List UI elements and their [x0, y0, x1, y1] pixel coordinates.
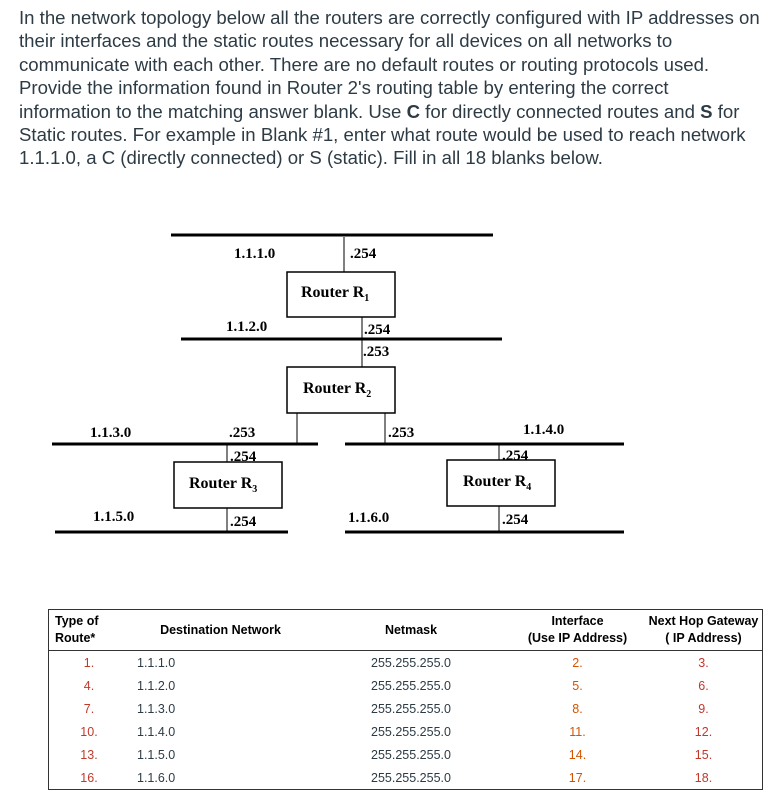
blank-type[interactable]: 13. [49, 743, 130, 766]
destination-cell: 1.1.6.0 [129, 766, 312, 790]
blank-next-hop[interactable]: 18. [645, 766, 763, 790]
blank-interface[interactable]: 14. [568, 747, 587, 762]
table-row [49, 674, 763, 697]
table-header-row [49, 610, 763, 651]
label-net-1-1-3-0: 1.1.3.0 [90, 425, 132, 441]
destination-cell: 1.1.5.0 [137, 747, 176, 762]
blank-type[interactable]: 7. [49, 697, 130, 720]
blank-next-hop[interactable]: 9. [645, 697, 763, 720]
blank-interface[interactable]: 11. [569, 724, 586, 739]
blank-type[interactable]: 10. [49, 720, 130, 743]
question-s-marker: S [700, 100, 713, 122]
iface-r4-bottom: .254 [502, 512, 529, 528]
router-r3 [174, 462, 282, 508]
table-row [49, 697, 763, 720]
blank-interface[interactable]: 17. [510, 766, 645, 790]
table-row [49, 743, 763, 766]
table-row [49, 651, 763, 675]
iface-r4-top: .254 [502, 448, 529, 464]
table-row [49, 766, 763, 790]
svg-text:Router R2: Router $R_2$ [303, 380, 372, 400]
label-net-1-1-2-0: 1.1.2.0 [226, 319, 268, 335]
svg-text:Router R3: Router $R_3$ [189, 475, 258, 495]
destination-cell: 1.1.3.0 [137, 701, 176, 716]
header-destination-network: Destination Network [129, 610, 312, 651]
blank-interface[interactable]: 2. [572, 655, 583, 670]
blank-interface[interactable]: 8. [572, 701, 583, 716]
table-row [49, 720, 763, 743]
blank-type[interactable]: 1. [49, 651, 130, 675]
label-net-1-1-5-0: 1.1.5.0 [93, 509, 135, 525]
iface-r1-top: .254 [350, 246, 377, 262]
svg-text:Router R1: Router $R_1$ [301, 284, 370, 304]
question-part-1: In the network topology below all the routers are correctly configured with IP addresses on their interfaces and the static routes necessary for all devices on all networks to communicate with each other. There are no default routes or routing protocols used. Provide the information found in Router 2's routing table by entering the correct information to the matching answer blank. Use [19, 7, 760, 122]
router-r1 [287, 272, 395, 317]
iface-r3-top: .254 [230, 449, 257, 465]
destination-cell: 1.1.4.0 [137, 724, 176, 739]
header-netmask: Netmask [312, 610, 510, 651]
blank-type[interactable]: 16. [49, 766, 130, 790]
netmask-cell: 255.255.255.0 [312, 766, 510, 790]
netmask-cell: 255.255.255.0 [371, 678, 451, 693]
svg-text:Router R4: Router $R_4$ [463, 473, 532, 493]
netmask-cell: 255.255.255.0 [371, 747, 451, 762]
destination-cell: 1.1.1.0 [137, 655, 176, 670]
iface-r1-bottom: .254 [364, 322, 391, 338]
destination-cell: 1.1.2.0 [137, 678, 176, 693]
label-net-1-1-1-0: 1.1.1.0 [234, 246, 276, 262]
blank-next-hop[interactable]: 3. [645, 651, 763, 675]
netmask-cell: 255.255.255.0 [371, 655, 451, 670]
router-r2 [287, 367, 395, 413]
blank-next-hop[interactable]: 12. [645, 720, 763, 743]
blank-next-hop[interactable]: 6. [645, 674, 763, 697]
question-part-3: for Static routes. For example in Blank #1, enter what route would be used to reach network 1.1.1.0, a C (directly connected) or S (static). Fill in all 18 blanks below. [19, 100, 746, 169]
iface-r2-right: .253 [388, 425, 415, 441]
header-interface: Interface (Use IP Address) [510, 610, 645, 651]
blank-next-hop[interactable]: 15. [645, 743, 763, 766]
label-net-1-1-6-0: 1.1.6.0 [348, 510, 390, 526]
netmask-cell: 255.255.255.0 [371, 701, 451, 716]
header-next-hop-gateway: Next Hop Gateway ( IP Address) [645, 610, 763, 651]
blank-type[interactable]: 4. [49, 674, 130, 697]
question-part-2: for directly connected routes and [420, 100, 701, 122]
iface-r2-top: .253 [363, 344, 390, 360]
question-c-marker: C [406, 100, 421, 122]
iface-r2-left: .253 [229, 425, 256, 441]
netmask-cell: 255.255.255.0 [371, 724, 451, 739]
label-net-1-1-4-0: 1.1.4.0 [523, 422, 565, 438]
blank-interface[interactable]: 5. [572, 678, 583, 693]
router-r4 [447, 460, 555, 506]
iface-r3-bottom: .254 [230, 514, 257, 530]
header-type-of-route: Type of Route* [49, 610, 130, 651]
routing-table [48, 609, 763, 790]
